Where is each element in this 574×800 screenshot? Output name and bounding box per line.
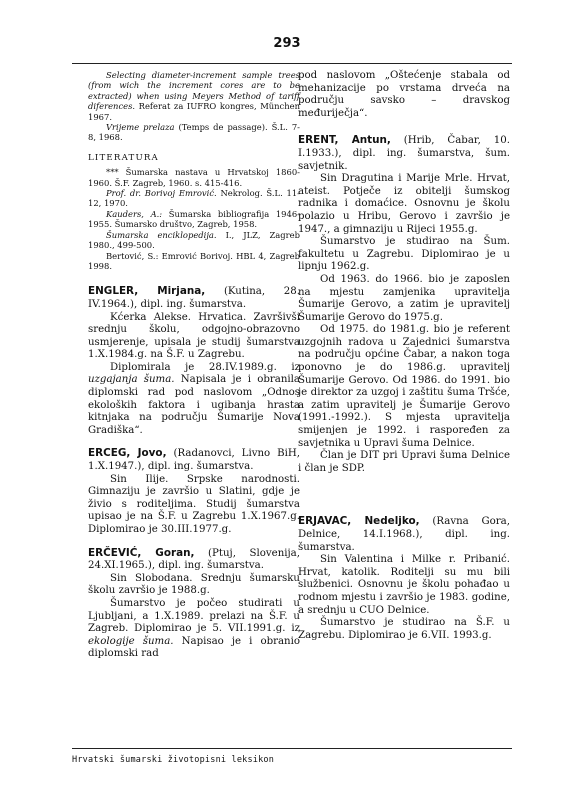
literature-item-source: Nekrolog. Š.L. 11-12, 1970.	[88, 188, 300, 209]
entry-name: ERČEVIĆ, Goran,	[88, 546, 195, 559]
entry-paragraph: Šumarstvo je studirao na Š.F. u Zagrebu. Diplomirao je 6.VII. 1993.g.	[298, 617, 510, 641]
header-rule	[72, 63, 512, 64]
entry-paragraph: pod naslovom „Oštećenje stabala od mehanizacije po vrstama drveća na području savsko – dravskog međuriječja“.	[298, 70, 510, 119]
entry-header-details: (Kutina, 28. IV.1964.), dipl. ing. šumarstva.	[88, 286, 300, 310]
entry-text: Šumarstvo je počeo studirati u Ljubljani, a 1.X.1989. prelazi na Š.F. u Zagreb. Diplomirao je 5. VII.1991.g. iz	[88, 597, 300, 635]
footer-rule	[72, 748, 512, 749]
literature-item: Bertović, S.: Emrović Borivoj. HBL 4, Zagreb 1998.	[88, 250, 300, 271]
literature-item-title: Šumarska enciklopedija.	[106, 229, 217, 240]
reference-paper	[88, 70, 300, 122]
entry-paragraph: Sin Valentina i Milke r. Pribanić. Hrvat, katolik. Roditelji su mu bili službenici. Osnovnu je školu pohađao u rodnom mjestu i završio je 1983. godine, a srednju u CUO Delnice.	[298, 554, 510, 616]
reference-source-2: (Temps de passage). Š.L. 7-8, 1968.	[88, 122, 300, 143]
entry-continuation	[298, 70, 510, 120]
entry-text: Napisala je i obranila diplomski rad pod naslovom „Odnos ekoloških faktora i ugibanja hrasta kitnjaka na području Šumarije Nova Gradiška“.	[88, 374, 300, 436]
entry-header-details: (Ptuj, Slovenija, 24.XI.1965.), dipl. ing. šumarstva.	[88, 547, 300, 572]
entry-name: ERENT, Antun,	[298, 134, 391, 147]
literature-item-author: Kauders, A.:	[106, 208, 163, 219]
footer-title: Hrvatski šumarski životopisni leksikon	[72, 755, 275, 765]
entry-text: Napisao je i obranio diplomski rad	[88, 635, 300, 660]
entry-paragraph: Od 1975. do 1981.g. bio je referent uzgojnih radova u Zajednici šumarstva na području općine Čabar, a nakon toga ponovno je do 1986.g. upravitelj Šumarije Gerovo. Od 1986. do 1991. bio je direktor za uzgoj i zaštitu šuma Tršće, a zatim upravitelj je Šumarije Gerovo (1991.-1992.). S mjesta upravitelja smijenjen je 1992. i raspoređen za savjetnika u Upravi šuma Delnice.	[298, 324, 510, 449]
entry-paragraph: Sin Slobodana. Srednju šumarsku školu završio je 1988.g.	[88, 572, 300, 597]
reference-paper-2	[88, 122, 300, 143]
entry-header	[298, 134, 510, 173]
literature-item: *** Šumarska nastava u Hrvatskoj 1860-1960. Š.F. Zagreb, 1960. s. 415-416.	[88, 167, 300, 188]
entry-erent	[298, 134, 510, 475]
left-column	[88, 70, 300, 671]
literature-item-source: I., JLZ, Zagreb 1980., 499-500.	[88, 229, 300, 251]
entry-italic-text: uzgajanja šuma.	[88, 374, 175, 386]
entry-header-details: (Ravna Gora, Delnice, 14.I.1968.), dipl. ing. šumarstva.	[298, 516, 510, 553]
reference-title-2: Vrijeme prelaza	[106, 122, 175, 133]
entry-paragraph	[88, 598, 300, 661]
literature-item-title: Prof. dr. Borivoj Emrović.	[106, 188, 217, 199]
literature-item-source: Šumarska bibliografija 1946-1955. Šumarsko društvo, Zagreb, 1958.	[88, 208, 301, 230]
entry-name: ERJAVAC, Nedeljko,	[298, 515, 420, 528]
reference-source: Referat za IUFRO kongres, München 1967.	[88, 101, 300, 122]
entry-paragraph: Od 1963. do 1966. bio je zaposlen na mjestu zamjenika upravitelja Šumarije Gerovo, a zatim je upravitelj Šumarije Gerovo do 1975.g.	[298, 273, 510, 323]
entry-paragraph: Sin Dragutina i Marije Mrle. Hrvat, ateist. Potječe iz obitelji šumskog radnika i domaćice. Osnovnu je školu polazio u Hribu, Gerovo i završio je 1947., a gimnaziju u Rijeci 1955.g.	[298, 173, 510, 235]
literature-heading: LITERATURA	[88, 152, 159, 163]
entry-ercevic	[88, 547, 300, 661]
references-block	[88, 70, 300, 271]
entry-paragraph: Član je DIT pri Upravi šuma Delnice i član je SDP.	[298, 450, 510, 474]
entry-header-details: (Radanovci, Livno BiH, 1.X.1947.), dipl. ing. šumarstva.	[88, 448, 301, 473]
entry-text: Diplomirala je 28.IV.1989.g. iz	[110, 361, 300, 373]
entry-header	[88, 547, 300, 573]
entry-header	[88, 285, 300, 311]
entry-paragraph: Kćerka Alekse. Hrvatica. Završivši srednju školu, odgojno-obrazovno usmjerenje, upisala je studij šumarstva 1.X.1984.g. na Š.F. u Zagrebu.	[88, 311, 300, 361]
page-number: 293	[273, 36, 301, 51]
entry-paragraph: Šumarstvo je studirao na Šum. fakultetu u Zagrebu. Diplomirao je u lipnju 1962.g.	[298, 236, 510, 273]
entry-paragraph: Sin Ilije. Srpske narodnosti. Gimnaziju je završio u Slatini, gdje je živio s roditeljima. Studij šumarstva upisao je na Š.F. u Zagrebu 1.X.1967.g. Diplomirao je 30.III.1977.g.	[88, 473, 300, 535]
entry-header	[298, 515, 510, 554]
entry-header-details: (Hrib, Čabar, 10. I.1933.), dipl. ing. šumarstva, šum. savjetnik.	[298, 135, 510, 172]
entry-engler	[88, 285, 300, 437]
right-column	[298, 70, 510, 652]
literature-item	[88, 188, 300, 209]
literature-item	[88, 230, 300, 251]
literature-item	[88, 209, 300, 230]
entry-name: ENGLER, Mirjana,	[88, 285, 206, 298]
entry-italic-text: ekologije šuma.	[88, 635, 174, 647]
reference-title: Selecting diameter-increment sample trees (from wich the increment cores are to be extracted) when using Meyers Method of tariff diferences.	[88, 70, 300, 112]
entry-erjavac	[298, 515, 510, 642]
entry-name: ERCEG, Jovo,	[88, 447, 167, 460]
entry-header	[88, 447, 300, 473]
entry-erceg	[88, 447, 300, 536]
entry-paragraph	[88, 362, 300, 438]
